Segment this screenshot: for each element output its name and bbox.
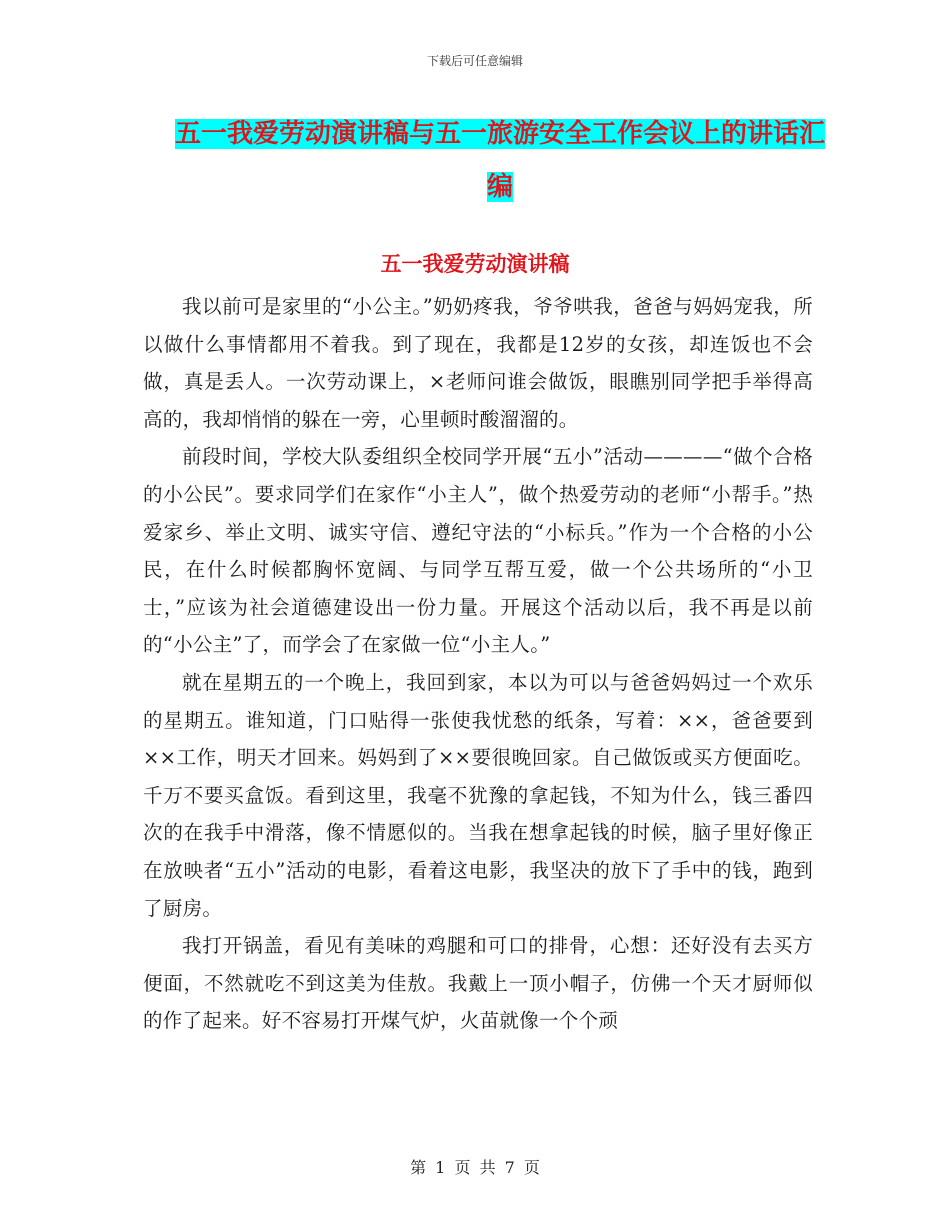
- page-number: 第 1 页 共 7 页: [410, 1158, 540, 1177]
- document-title-text: 五一我爱劳动演讲稿与五一旅游安全工作会议上的讲话汇编: [174, 119, 825, 202]
- paragraph: 我以前可是家里的“小公主。”奶奶疼我，爷爷哄我，爸爸与妈妈宠我，所以做什么事情都用不着我。到了现在，我都是12岁的女孩，却连饭也不会做，真是丢人。一次劳动课上，×老师问谁会做饭，眼瞧别同学把手举得高高的，我却悄悄的躲在一旁，心里顿时酸溜溜的。: [143, 295, 813, 431]
- section-title: 五一我爱劳动演讲稿: [380, 252, 570, 276]
- paragraph: 我打开锅盖，看见有美味的鸡腿和可口的排骨，心想：还好没有去买方便面，不然就吃不到这美为佳敖。我戴上一顶小帽子，仿佛一个天才厨师似的作了起来。好不容易打开煤气炉，火苗就像一个个顽: [143, 934, 813, 1033]
- paragraph: 前段时间，学校大队委组织全校同学开展“五小”活动————“做个合格的小公民”。要求同学们在家作“小主人”，做个热爱劳动的老师“小帮手。”热爱家乡、举止文明、诚实守信、遵纪守法的“小标兵。”作为一个合格的小公民，在什么时候都胸怀宽阔、与同学互帮互爱，做一个公共场所的“小卫士，”应该为社会道德建设出一份力量。开展这个活动以后，我不再是以前的“小公主”了，而学会了在家做一位“小主人。”: [143, 445, 813, 657]
- document-title: [170, 108, 830, 214]
- body-text: [143, 288, 813, 1040]
- header-note: 下载后可任意编辑: [426, 54, 523, 68]
- paragraph: 就在星期五的一个晚上，我回到家，本以为可以与爸爸妈妈过一个欢乐的星期五。谁知道，门口贴得一张使我忧愁的纸条，写着：××，爸爸要到××工作，明天才回来。妈妈到了××要很晚回家。自己做饭或买方便面吃。千万不要买盒饭。看到这里，我毫不犹豫的拿起钱，不知为什么，钱三番四次的在我手中滑落，像不情愿似的。当我在想拿起钱的时候，脑子里好像正在放映者“五小”活动的电影，看着这电影，我坚决的放下了手中的钱，跑到了厨房。: [143, 670, 813, 920]
